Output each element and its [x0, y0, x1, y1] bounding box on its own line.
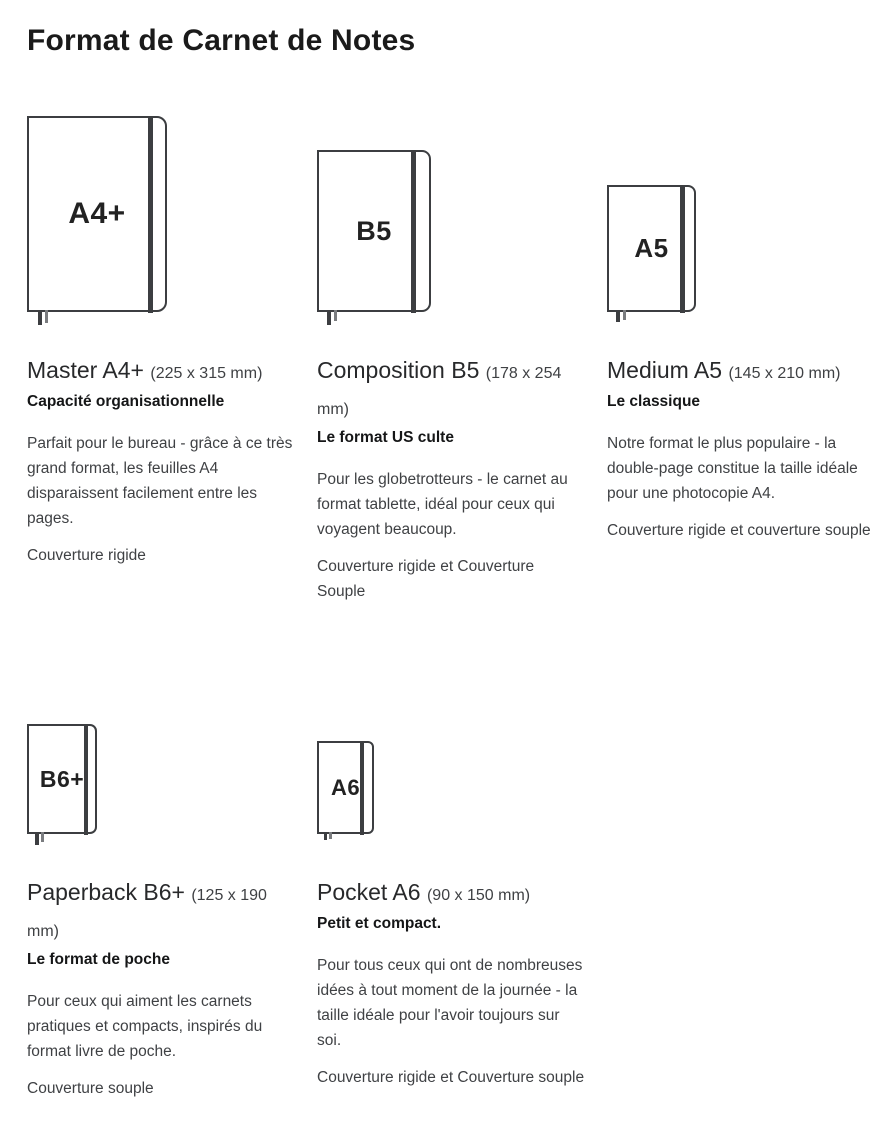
format-name: Paperback B6+	[27, 879, 185, 905]
format-description: Parfait pour le bureau - grâce à ce très grand format, les feuilles A4 disparaissent facilement entre les pages.	[27, 435, 293, 527]
format-dimensions: (225 x 315 mm)	[150, 365, 263, 382]
notebook-illustration	[317, 694, 585, 834]
format-title	[27, 354, 295, 390]
bookmark-ribbon	[45, 310, 48, 323]
format-dimensions: (178 x 254 mm)	[317, 365, 562, 418]
notebook-size-label: A5	[634, 233, 669, 263]
notebook-cover-a5	[607, 185, 696, 312]
notebook-cover-b6plus	[27, 724, 97, 834]
format-description: Notre format le plus populaire - la double-page constitue la taille idéale pour une photocopie A4.	[607, 435, 858, 502]
bookmark-ribbon	[35, 832, 39, 845]
page-title: Format de Carnet de Notes	[27, 24, 416, 57]
bookmark-ribbon	[329, 832, 332, 839]
format-card-master-a4plus	[27, 102, 295, 568]
bookmark-ribbon	[334, 310, 337, 321]
format-card-pocket-a6	[317, 694, 585, 1090]
format-name: Pocket A6	[317, 879, 421, 905]
format-title	[317, 876, 585, 912]
notebook-illustration	[27, 102, 295, 312]
format-description: Pour ceux qui aiment les carnets pratiques et compacts, inspirés du format livre de poche.	[27, 993, 263, 1060]
format-cover-options: Couverture rigide	[27, 547, 146, 564]
format-tagline: Capacité organisationnelle	[27, 393, 225, 410]
format-cover-options: Couverture rigide et couverture souple	[607, 522, 871, 539]
format-dimensions: (145 x 210 mm)	[728, 365, 841, 382]
format-title	[27, 876, 295, 948]
bookmark-ribbon	[41, 832, 44, 842]
bookmark-ribbon	[616, 310, 620, 322]
format-description: Pour tous ceux qui ont de nombreuses idées à tout moment de la journée - la taille idéale pour l'avoir toujours sur soi.	[317, 957, 583, 1049]
format-name: Master A4+	[27, 357, 144, 383]
format-cover-options: Couverture rigide et Couverture Souple	[317, 558, 535, 600]
bookmark-ribbon	[623, 310, 626, 320]
format-tagline: Le format US culte	[317, 429, 454, 446]
bookmark-ribbon	[324, 832, 327, 840]
format-card-medium-a5	[607, 102, 875, 543]
notebook-cover-a4plus	[27, 116, 167, 312]
format-tagline: Le format de poche	[27, 951, 170, 968]
format-tagline: Petit et compact.	[317, 915, 442, 932]
bookmark-ribbon	[327, 310, 331, 325]
format-dimensions: (125 x 190 mm)	[27, 887, 267, 940]
format-card-paperback-b6plus	[27, 694, 295, 1101]
notebook-illustration	[317, 102, 585, 312]
format-cover-options: Couverture souple	[27, 1080, 154, 1097]
formats-grid	[27, 102, 890, 1101]
format-name: Medium A5	[607, 357, 723, 383]
format-tagline: Le classique	[607, 393, 701, 410]
format-card-composition-b5	[317, 102, 585, 604]
notebook-size-label: B5	[356, 215, 392, 246]
format-title	[317, 354, 585, 426]
format-dimensions: (90 x 150 mm)	[426, 887, 531, 904]
notebook-size-label: A6	[330, 774, 361, 800]
format-name: Composition B5	[317, 357, 480, 383]
notebook-cover-b5	[317, 150, 431, 312]
bookmark-ribbon	[38, 310, 42, 325]
format-description: Pour les globetrotteurs - le carnet au format tablette, idéal pour ceux qui voyagent beaucoup.	[317, 471, 568, 538]
notebook-size-label: A4+	[68, 197, 126, 230]
notebook-cover-a6	[317, 741, 374, 834]
notebook-illustration	[607, 102, 875, 312]
format-cover-options: Couverture rigide et Couverture souple	[317, 1069, 585, 1086]
format-title	[607, 354, 875, 390]
notebook-illustration	[27, 694, 295, 834]
notebook-size-label: B6+	[39, 765, 85, 792]
